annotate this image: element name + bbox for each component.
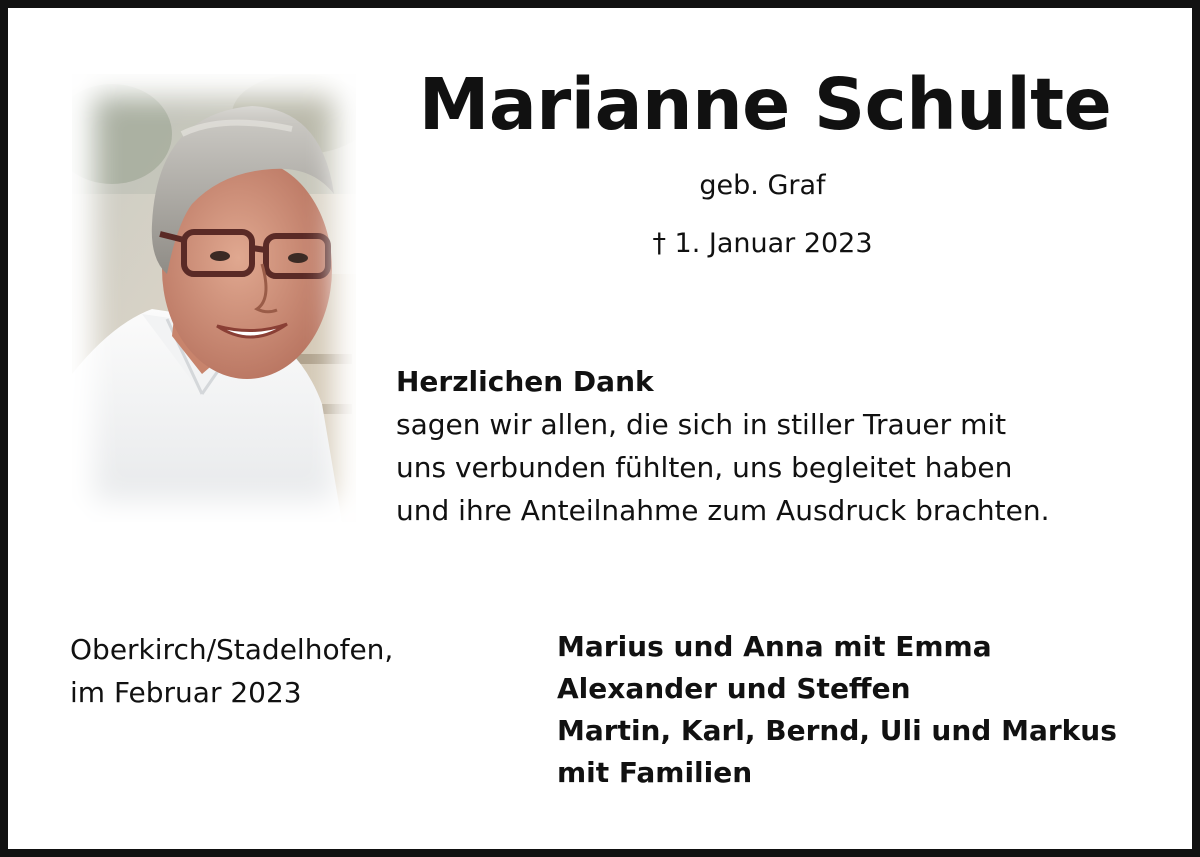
thanks-line: uns verbunden fühlten, uns begleitet haben (396, 451, 1013, 484)
portrait-illustration (72, 74, 356, 522)
place-and-date (70, 628, 393, 714)
place-line: Oberkirch/Stadelhofen, (70, 633, 394, 666)
thanks-line: sagen wir allen, die sich in stiller Trauer mit (396, 408, 1007, 441)
thanks-heading: Herzlichen Dank (396, 365, 654, 398)
thanks-line: und ihre Anteilnahme zum Ausdruck brachten. (396, 494, 1050, 527)
family-signatures (557, 626, 1117, 794)
family-line: Alexander und Steffen (557, 672, 911, 705)
family-line: mit Familien (557, 756, 753, 789)
date-line: im Februar 2023 (70, 676, 302, 709)
family-line: Martin, Karl, Bernd, Uli und Markus (557, 714, 1117, 747)
maiden-name: geb. Graf (699, 170, 826, 201)
portrait-photo (72, 74, 356, 522)
deceased-name: Marianne Schulte (418, 63, 1112, 146)
death-date: † 1. Januar 2023 (652, 228, 873, 259)
family-line: Marius und Anna mit Emma (557, 630, 992, 663)
thanks-block (396, 360, 1156, 532)
